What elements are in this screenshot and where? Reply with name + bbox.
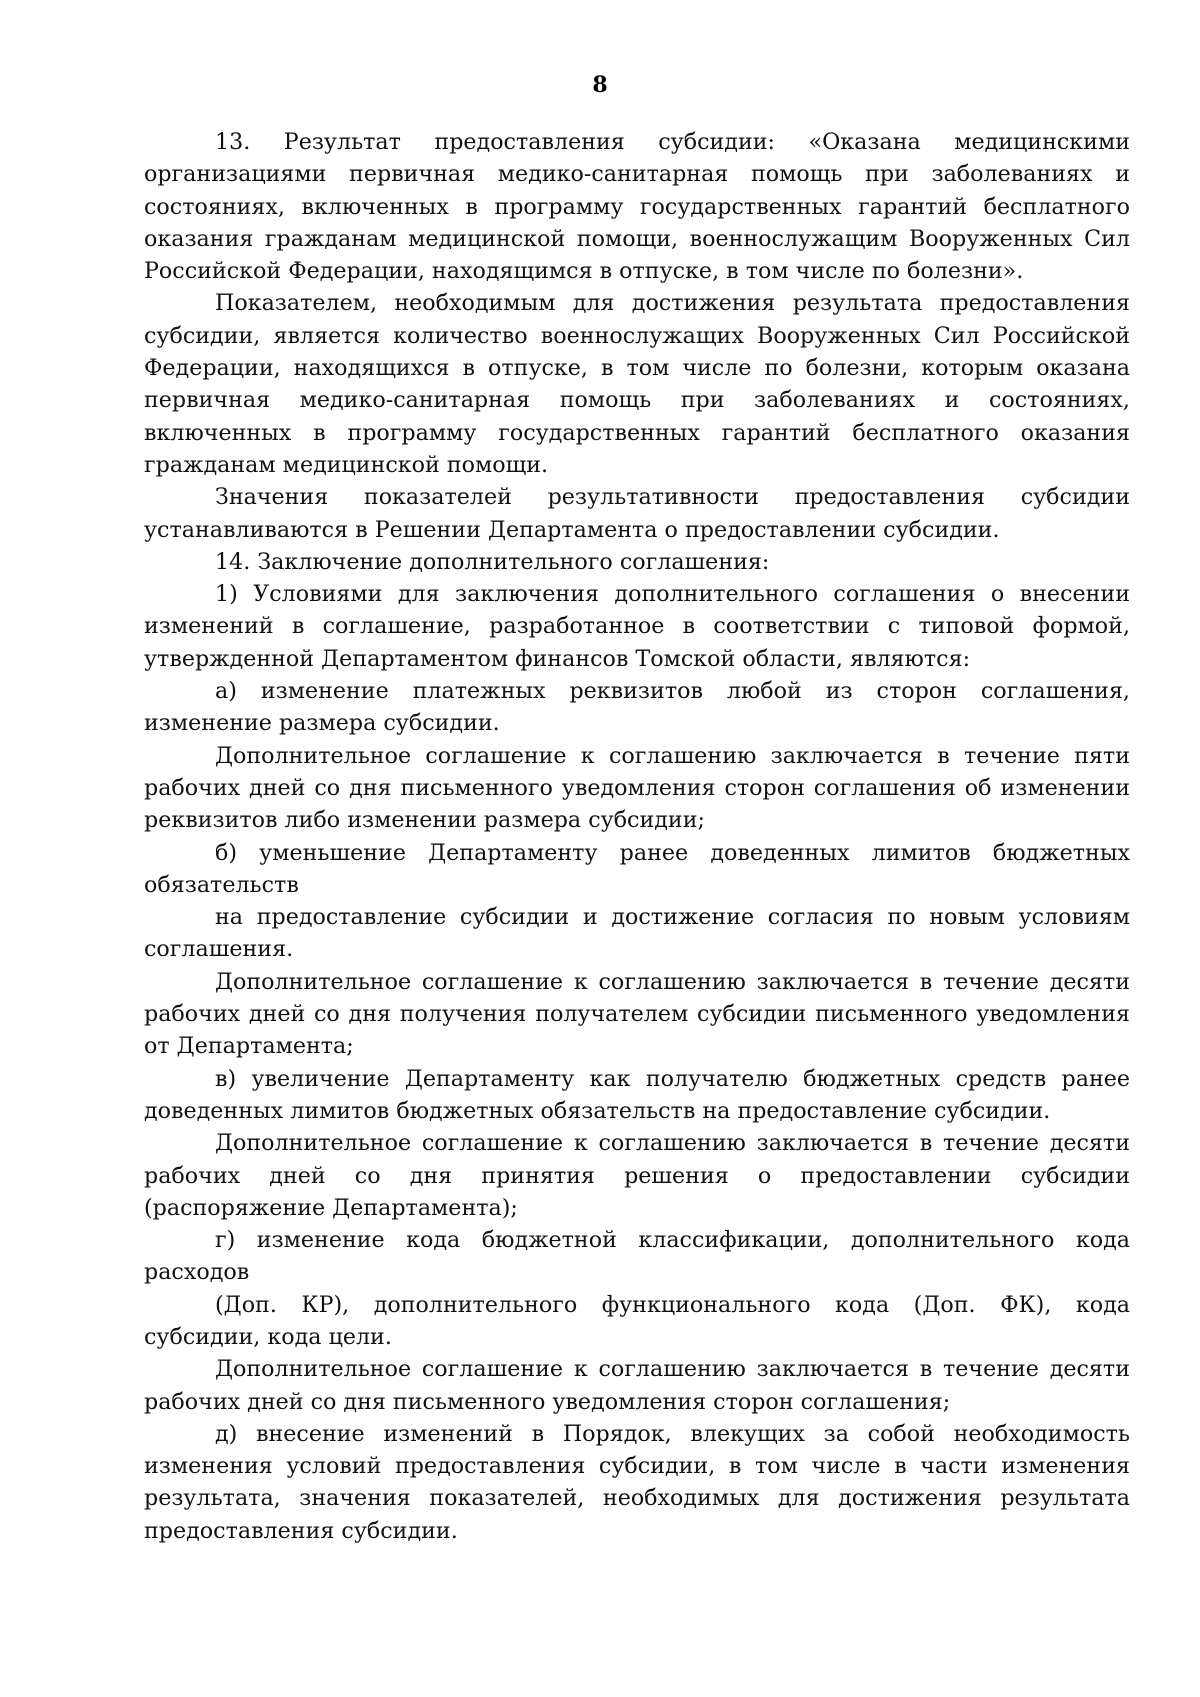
document-body: [144, 126, 1130, 1547]
paragraph-item-a: а) изменение платежных реквизитов любой из сторон соглашения, изменение размера субсидии.: [144, 678, 1130, 737]
paragraph-item-v: в) увеличение Департаменту как получателю бюджетных средств ранее доведенных лимитов бюджетных обязательств на предоставление субсидии.: [144, 1065, 1130, 1124]
page-number: 8: [592, 72, 608, 98]
paragraph-item-g: г) изменение кода бюджетной классификации, дополнительного кода расходов: [144, 1227, 1130, 1286]
paragraph-13-result: 13. Результат предоставления субсидии: «Оказана медицинскими организациями первичная медико-санитарная помощь при заболеваниях и состояниях, включенных в программу государственных гарантий бесплатного оказания гражданам медицинской помощи, военнослужащим Вооруженных Сил Российской Федерации, находящимся в отпуске, в том числе по болезни».: [144, 129, 1130, 285]
paragraph-item-g-continued: (Доп. КР), дополнительного функционального кода (Доп. ФК), кода субсидии, кода цели.: [144, 1291, 1130, 1350]
paragraph-item-b-term: Дополнительное соглашение к соглашению заключается в течение десяти рабочих дней со дня получения получателем субсидии письменного уведомления от Департамента;: [144, 968, 1130, 1060]
paragraph-conditions: 1) Условиями для заключения дополнительного соглашения о внесении изменений в соглашение, разработанное в соответствии с типовой формой, утвержденной Департаментом финансов Томской области, являются:: [144, 581, 1130, 672]
paragraph-14-heading: 14. Заключение дополнительного соглашения:: [215, 548, 770, 575]
paragraph-indicator: Показателем, необходимым для достижения результата предоставления субсидии, является количество военнослужащих Вооруженных Сил Российской Федерации, находящихся в отпуске, в том числе по болезни, которым оказана первичная медико-санитарная помощь при заболеваниях и состояниях, включенных в программу государственных гарантий бесплатного оказания гражданам медицинской помощи.: [144, 290, 1130, 478]
paragraph-item-b-continued: на предоставление субсидии и достижение согласия по новым условиям соглашения.: [144, 904, 1130, 963]
paragraph-item-b: б) уменьшение Департаменту ранее доведенных лимитов бюджетных обязательств: [144, 839, 1130, 898]
paragraph-item-v-term: Дополнительное соглашение к соглашению заключается в течение десяти рабочих дней со дня принятия решения о предоставлении субсидии (распоряжение Департамента);: [144, 1130, 1130, 1221]
paragraph-indicator-values: Значения показателей результативности предоставления субсидии устанавливаются в Решении Департамента о предоставлении субсидии.: [144, 484, 1130, 543]
paragraph-item-g-term: Дополнительное соглашение к соглашению заключается в течение десяти рабочих дней со дня письменного уведомления сторон соглашения;: [144, 1356, 1130, 1415]
paragraph-item-a-term: Дополнительное соглашение к соглашению заключается в течение пяти рабочих дней со дня письменного уведомления сторон соглашения об изменении реквизитов либо изменении размера субсидии;: [144, 742, 1130, 834]
paragraph-item-d: д) внесение изменений в Порядок, влекущих за собой необходимость изменения условий предоставления субсидии, в том числе в части изменения результата, значения показателей, необходимых для достижения результата предоставления субсидии.: [144, 1420, 1130, 1544]
